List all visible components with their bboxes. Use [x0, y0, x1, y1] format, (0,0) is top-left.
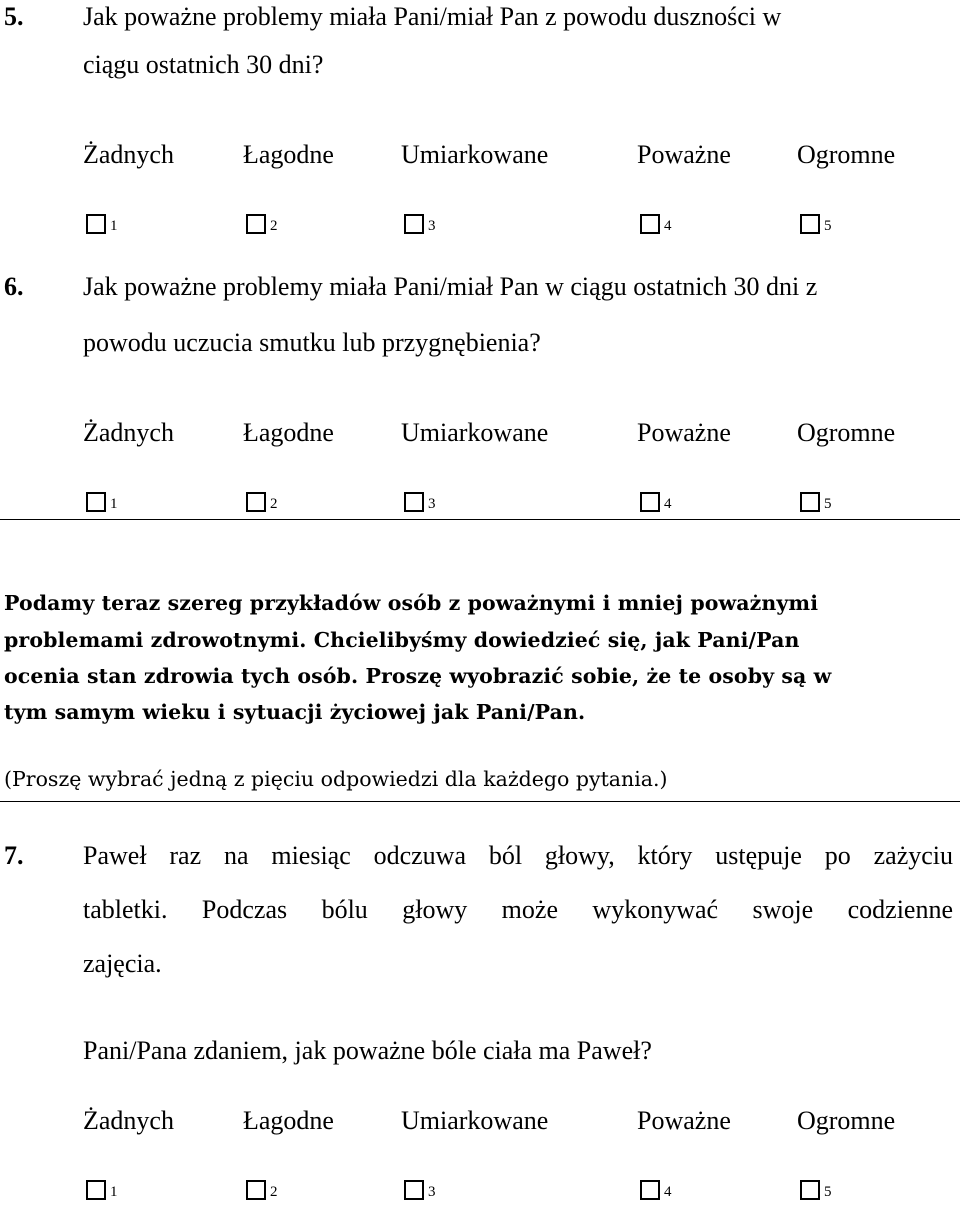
q5-option-2[interactable] [246, 208, 278, 234]
option-number: 5 [824, 218, 832, 234]
section-divider-top [0, 519, 960, 520]
q7-option-2[interactable] [246, 1174, 278, 1200]
option-number: 2 [270, 496, 278, 512]
section-divider-bottom [0, 801, 960, 802]
scale-label-extreme: Ogromne [797, 1106, 896, 1135]
scale-label-severe: Poważne [637, 140, 731, 169]
q5-option-1[interactable] [86, 208, 118, 234]
checkbox-icon[interactable] [640, 214, 660, 234]
option-number: 3 [428, 218, 436, 234]
q5-option-3[interactable] [404, 208, 436, 234]
scale-label-moderate: Umiarkowane [401, 1106, 549, 1135]
checkbox-icon[interactable] [800, 1180, 820, 1200]
scale-label-none: Żadnych [83, 140, 174, 169]
question-7-text-line-1: Paweł raz na miesiąc odczuwa ból głowy, który ustępuje po zażyciu [83, 841, 953, 870]
intro-line-2: problemami zdrowotnymi. Chcielibyśmy dowiedzieć się, jak Pani/Pan [4, 628, 800, 652]
option-number: 3 [428, 1184, 436, 1200]
option-number: 3 [428, 496, 436, 512]
question-5-text-line-2: ciągu ostatnich 30 dni? [83, 50, 324, 79]
q6-option-4[interactable] [640, 486, 672, 512]
checkbox-icon[interactable] [404, 1180, 424, 1200]
option-number: 5 [824, 496, 832, 512]
scale-label-severe: Poważne [637, 1106, 731, 1135]
intro-line-1: Podamy teraz szereg przykładów osób z poważnymi i mniej poważnymi [4, 591, 819, 615]
intro-line-3: ocenia stan zdrowia tych osób. Proszę wyobrazić sobie, że te osoby są w [4, 664, 832, 688]
scale-label-extreme: Ogromne [797, 140, 896, 169]
question-5-text-line-1: Jak poważne problemy miała Pani/miał Pan z powodu duszności w [83, 2, 782, 31]
question-6-text-line-2: powodu uczucia smutku lub przygnębienia? [83, 328, 541, 357]
option-number: 1 [110, 218, 118, 234]
checkbox-icon[interactable] [800, 214, 820, 234]
option-number: 5 [824, 1184, 832, 1200]
intro-instruction: (Proszę wybrać jedną z pięciu odpowiedzi dla każdego pytania.) [4, 767, 668, 791]
q6-option-3[interactable] [404, 486, 436, 512]
q6-option-2[interactable] [246, 486, 278, 512]
q7-option-5[interactable] [800, 1174, 832, 1200]
scale-label-none: Żadnych [83, 1106, 174, 1135]
question-7-question: Pani/Pana zdaniem, jak poważne bóle ciała ma Paweł? [83, 1036, 652, 1065]
scale-label-moderate: Umiarkowane [401, 418, 549, 447]
checkbox-icon[interactable] [86, 1180, 106, 1200]
question-6-number: 6. [4, 272, 24, 301]
checkbox-icon[interactable] [86, 492, 106, 512]
checkbox-icon[interactable] [246, 1180, 266, 1200]
question-7-text-line-2: tabletki. Podczas bólu głowy może wykonywać swoje codzienne [83, 895, 953, 924]
q7-option-1[interactable] [86, 1174, 118, 1200]
checkbox-icon[interactable] [640, 492, 660, 512]
q5-option-5[interactable] [800, 208, 832, 234]
checkbox-icon[interactable] [800, 492, 820, 512]
checkbox-icon[interactable] [246, 492, 266, 512]
scale-label-severe: Poważne [637, 418, 731, 447]
checkbox-icon[interactable] [246, 214, 266, 234]
q6-option-1[interactable] [86, 486, 118, 512]
option-number: 1 [110, 1184, 118, 1200]
q6-option-5[interactable] [800, 486, 832, 512]
option-number: 1 [110, 496, 118, 512]
intro-line-4: tym samym wieku i sytuacji życiowej jak Pani/Pan. [4, 700, 586, 724]
question-7-text-line-3: zajęcia. [83, 949, 162, 978]
option-number: 4 [664, 496, 672, 512]
checkbox-icon[interactable] [404, 214, 424, 234]
question-6-text-line-1: Jak poważne problemy miała Pani/miał Pan w ciągu ostatnich 30 dni z [83, 272, 818, 301]
checkbox-icon[interactable] [86, 214, 106, 234]
checkbox-icon[interactable] [404, 492, 424, 512]
scale-label-mild: Łagodne [243, 1106, 334, 1135]
scale-label-none: Żadnych [83, 418, 174, 447]
scale-label-mild: Łagodne [243, 418, 334, 447]
option-number: 4 [664, 218, 672, 234]
scale-label-moderate: Umiarkowane [401, 140, 549, 169]
scale-label-mild: Łagodne [243, 140, 334, 169]
question-5-number: 5. [4, 2, 24, 31]
checkbox-icon[interactable] [640, 1180, 660, 1200]
question-7-number: 7. [4, 841, 24, 870]
option-number: 2 [270, 218, 278, 234]
q5-option-4[interactable] [640, 208, 672, 234]
q7-option-4[interactable] [640, 1174, 672, 1200]
scale-label-extreme: Ogromne [797, 418, 896, 447]
q7-option-3[interactable] [404, 1174, 436, 1200]
option-number: 4 [664, 1184, 672, 1200]
option-number: 2 [270, 1184, 278, 1200]
